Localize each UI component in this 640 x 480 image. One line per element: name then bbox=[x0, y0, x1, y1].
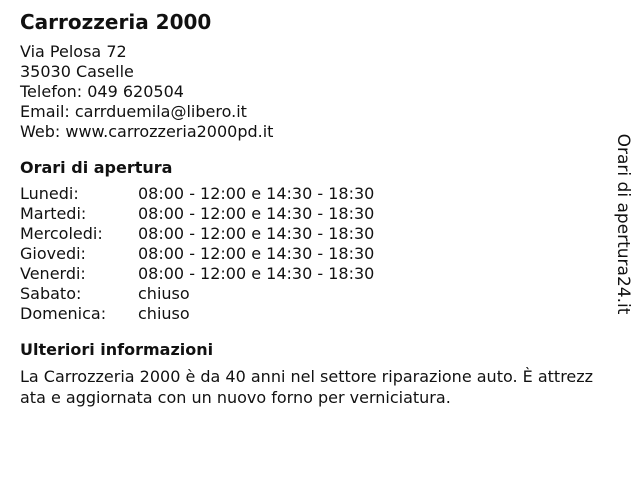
day-label: Mercoledi: bbox=[20, 224, 103, 243]
day-hours: 08:00 - 12:00 e 14:30 - 18:30 bbox=[138, 204, 375, 223]
opening-hours-table bbox=[20, 184, 600, 324]
day-label: Lunedi: bbox=[20, 184, 79, 203]
more-info-text: La Carrozzeria 2000 è da 40 anni nel settore riparazione auto. È attrezzata e aggiornata con un nuovo forno per verniciatura. bbox=[20, 367, 594, 407]
contact-block bbox=[20, 42, 600, 142]
email-address: Email: carrduemila@libero.it bbox=[20, 102, 247, 121]
hours-row bbox=[20, 264, 600, 284]
hours-row bbox=[20, 244, 600, 264]
day-hours: 08:00 - 12:00 e 14:30 - 18:30 bbox=[138, 184, 375, 203]
day-label: Sabato: bbox=[20, 284, 82, 303]
day-label: Venerdi: bbox=[20, 264, 86, 283]
hours-row bbox=[20, 224, 600, 244]
site-watermark-label: Orari di apertura24.it bbox=[613, 133, 633, 315]
day-hours: chiuso bbox=[138, 304, 190, 323]
business-name: Carrozzeria 2000 bbox=[20, 10, 212, 34]
day-hours: 08:00 - 12:00 e 14:30 - 18:30 bbox=[138, 264, 375, 283]
hours-row bbox=[20, 184, 600, 204]
opening-hours-heading: Orari di apertura bbox=[20, 158, 173, 177]
hours-row bbox=[20, 284, 600, 304]
phone-number: Telefon: 049 620504 bbox=[20, 82, 184, 101]
hours-row bbox=[20, 304, 600, 324]
day-label: Martedi: bbox=[20, 204, 87, 223]
more-info-heading: Ulteriori informazioni bbox=[20, 340, 214, 359]
site-watermark bbox=[612, 133, 634, 315]
day-hours: 08:00 - 12:00 e 14:30 - 18:30 bbox=[138, 224, 375, 243]
address-street: Via Pelosa 72 bbox=[20, 42, 127, 61]
hours-row bbox=[20, 204, 600, 224]
day-label: Giovedi: bbox=[20, 244, 86, 263]
day-hours: chiuso bbox=[138, 284, 190, 303]
day-label: Domenica: bbox=[20, 304, 107, 323]
business-card bbox=[20, 10, 600, 408]
address-city: 35030 Caselle bbox=[20, 62, 134, 81]
day-hours: 08:00 - 12:00 e 14:30 - 18:30 bbox=[138, 244, 375, 263]
website: Web: www.carrozzeria2000pd.it bbox=[20, 122, 274, 141]
